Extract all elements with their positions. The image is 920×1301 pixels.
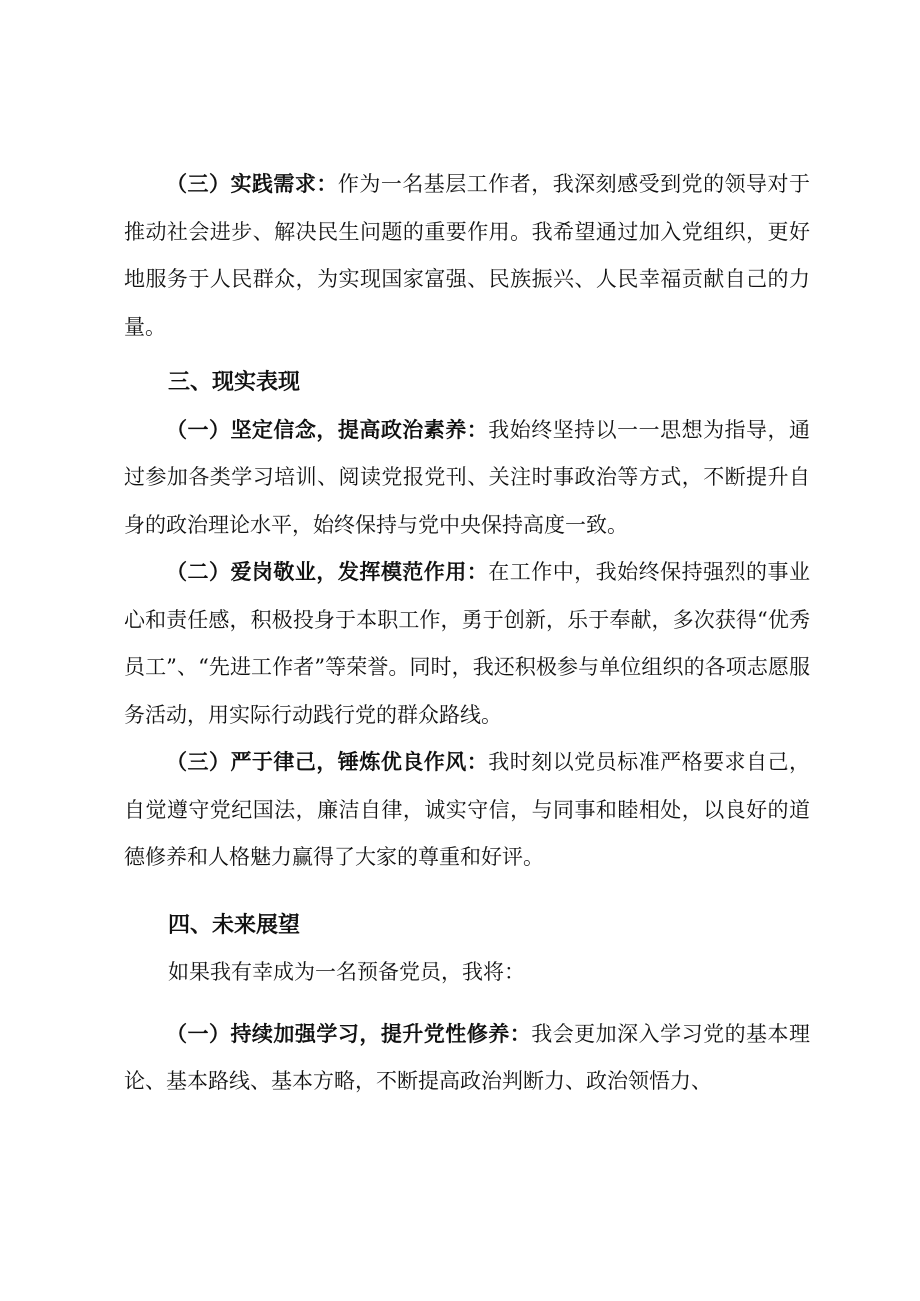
paragraph-self-discipline (124, 739, 810, 882)
paragraph-lead: （一）坚定信念，提高政治素养： (166, 417, 489, 442)
paragraph-continuous-learning (124, 1011, 810, 1106)
document-body (124, 161, 810, 1106)
paragraph-firm-belief (124, 407, 810, 550)
paragraph-lead: （三）严于律己，锤炼优良作风： (166, 750, 489, 774)
paragraph-text: 在工作中，我始终保持强烈的事业心和责任感，积极投身于本职工作，勇于创新，乐于奉献，多次获得“优秀员工”、“先进工作者”等荣誉。同时，我还积极参与单位组织的各项志愿服务活动，用实际行动践行党的群众路线。 (124, 560, 811, 727)
paragraph-text: 我始终坚持以一一思想为指导，通过参加各类学习培训、阅读党报党刊、关注时事政治等方式，不断提升自身的政治理论水平，始终保持与党中央保持高度一致。 (124, 417, 811, 537)
paragraph-practice-needs (124, 161, 810, 351)
paragraph-lead: （二）爱岗敬业，发挥模范作用： (166, 560, 489, 584)
section-heading-future: 四、未来展望 (168, 912, 301, 938)
paragraph-text: 作为一名基层工作者，我深刻感受到党的领导对于推动社会进步、解决民生问题的重要作用。我希望通过加入党组织，更好地服务于人民群众，为实现国家富强、民族振兴、人民幸福贡献自己的力量。 (124, 172, 811, 339)
paragraph-lead: （一）持续加强学习，提升党性修养： (166, 1021, 532, 1046)
paragraph-text: 我会更加深入学习党的基本理论、基本路线、基本方略，不断提高政治判断力、政治领悟力、 (124, 1021, 811, 1093)
paragraph-lead: （三）实践需求： (166, 172, 338, 196)
paragraph-future-intro: 如果我有幸成为一名预备党员，我将： (168, 960, 525, 984)
paragraph-text: 我时刻以党员标准严格要求自己，自觉遵守党纪国法，廉洁自律，诚实守信，与同事和睦相处，以良好的道德修养和人格魅力赢得了大家的尊重和好评。 (124, 750, 811, 869)
section-heading-reality: 三、现实表现 (168, 370, 301, 395)
paragraph-dedication (124, 549, 810, 739)
